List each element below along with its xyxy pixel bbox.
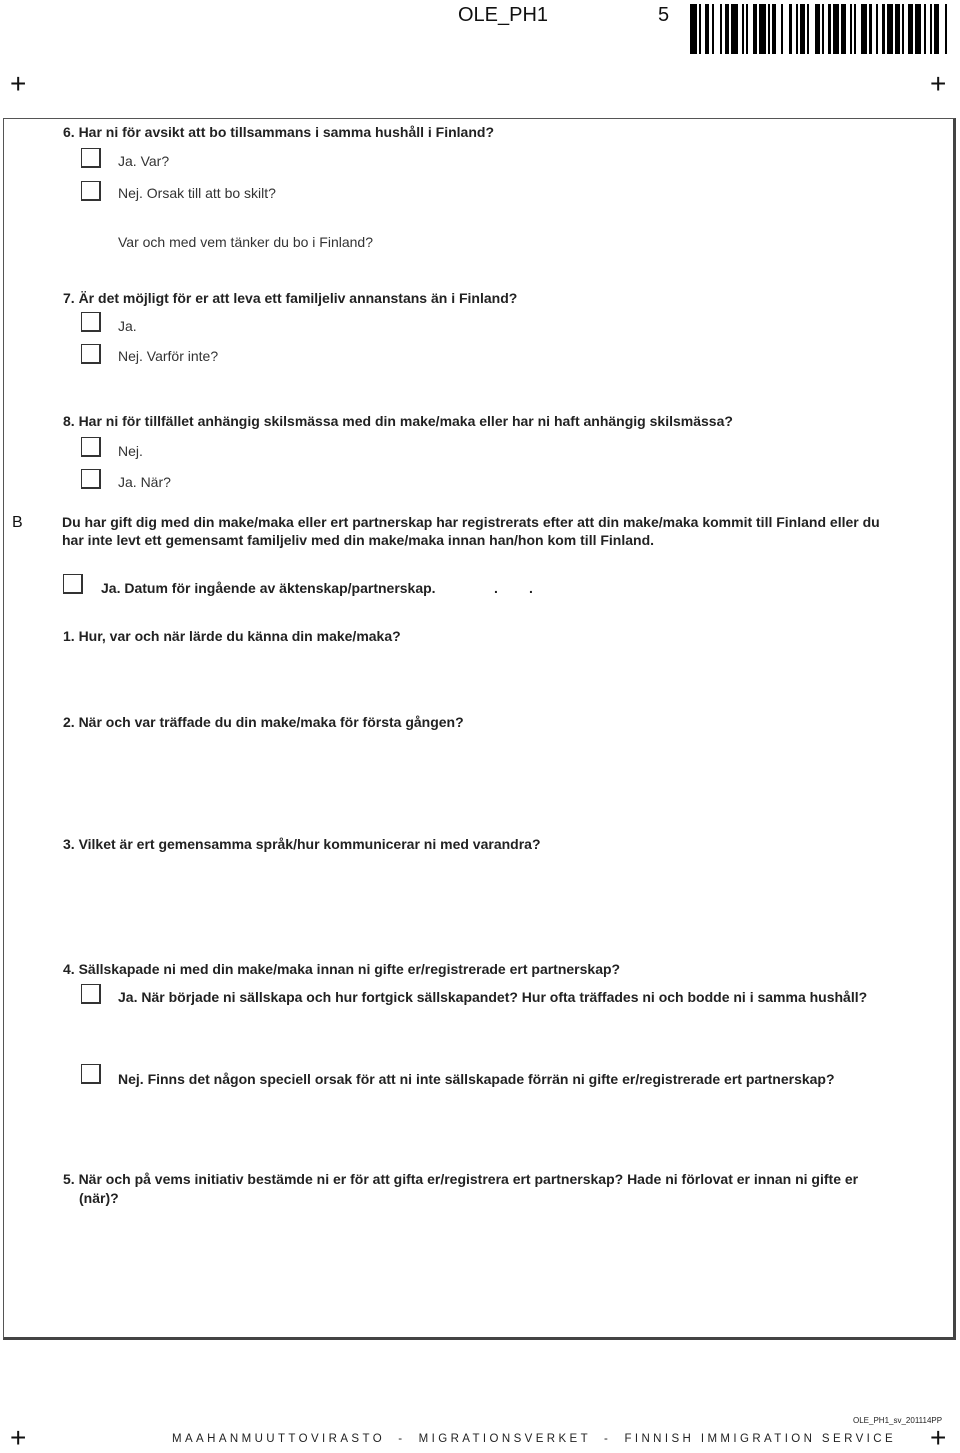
q6-yes-label: Ja. Var? <box>118 153 170 169</box>
q6-question: 6. Har ni för avsikt att bo tillsammans i samma hushåll i Finland? <box>63 124 494 140</box>
b-q1: 1. Hur, var och när lärde du känna din make/maka? <box>63 628 401 644</box>
q8-yes-label: Ja. När? <box>118 474 171 490</box>
doc-code: OLE_PH1_sv_201114PP <box>853 1416 943 1425</box>
q4-no-label: Nej. Finns det någon speciell orsak för att ni inte sällskapade förrän ni gifte er/registrerade ert partnerskap? <box>118 1071 835 1087</box>
section-letter: B <box>12 514 23 531</box>
q4-no-checkbox[interactable] <box>81 1064 101 1084</box>
marriage-date-field[interactable]: . . <box>494 580 533 596</box>
marriage-date-label: Ja. Datum för ingående av äktenskap/partnerskap. <box>101 580 436 596</box>
form-code: OLE_PH1 <box>458 4 549 26</box>
b-q5-line2: (när)? <box>79 1190 119 1206</box>
b-q2: 2. När och var träffade du din make/maka för första gången? <box>63 714 464 730</box>
q6-yes-checkbox[interactable] <box>81 148 101 168</box>
b-q4: 4. Sällskapade ni med din make/maka innan ni gifte er/registrerade ert partnerskap? <box>63 961 621 977</box>
barcode-icon <box>690 4 950 54</box>
q6-no-checkbox[interactable] <box>81 181 101 201</box>
q7-no-label: Nej. Varför inte? <box>118 348 219 364</box>
q7-yes-label: Ja. <box>118 318 137 334</box>
marriage-date-checkbox[interactable] <box>63 574 83 594</box>
page-number: 5 <box>658 4 670 26</box>
q7-no-checkbox[interactable] <box>81 344 101 364</box>
section-b-intro-line2: har inte levt ett gemensamt familjeliv med din make/maka innan han/hon kom till Finland. <box>62 532 655 548</box>
b-q5-line1: 5. När och på vems initiativ bestämde ni er för att gifta er/registrera ert partnerskap? Hade ni förlovat er innan ni gifte er <box>63 1171 859 1187</box>
q8-no-checkbox[interactable] <box>81 437 101 457</box>
agency-footer: MAAHANMUUTTOVIRASTO - MIGRATIONSVERKET - FINNISH IMMIGRATION SERVICE <box>172 1433 897 1445</box>
q4-yes-checkbox[interactable] <box>81 984 101 1004</box>
b-q3: 3. Vilket är ert gemensamma språk/hur kommunicerar ni med varandra? <box>63 836 541 852</box>
crosshair-mark-bottom-left: + <box>10 1422 27 1453</box>
crosshair-mark-bottom-right: + <box>930 1422 947 1453</box>
crosshair-mark-top-left: + <box>10 68 27 99</box>
section-b-intro-line1: Du har gift dig med din make/maka eller ert partnerskap har registrerats efter att din make/maka kommit till Finland eller du <box>62 514 880 530</box>
q8-no-label: Nej. <box>118 443 143 459</box>
q6-followup: Var och med vem tänker du bo i Finland? <box>118 234 373 250</box>
q7-question: 7. Är det möjligt för er att leva ett familjeliv annanstans än i Finland? <box>63 290 518 306</box>
q7-yes-checkbox[interactable] <box>81 312 101 332</box>
q8-question: 8. Har ni för tillfället anhängig skilsmässa med din make/maka eller har ni haft anhängig skilsmässa? <box>63 413 733 429</box>
q6-no-label: Nej. Orsak till att bo skilt? <box>118 185 276 201</box>
q8-yes-checkbox[interactable] <box>81 469 101 489</box>
crosshair-mark-top-right: + <box>930 68 947 99</box>
barcode-bar <box>947 4 949 54</box>
q4-yes-label: Ja. När började ni sällskapa och hur fortgick sällskapandet? Hur ofta träffades ni och bodde ni i samma hushåll? <box>118 989 868 1005</box>
